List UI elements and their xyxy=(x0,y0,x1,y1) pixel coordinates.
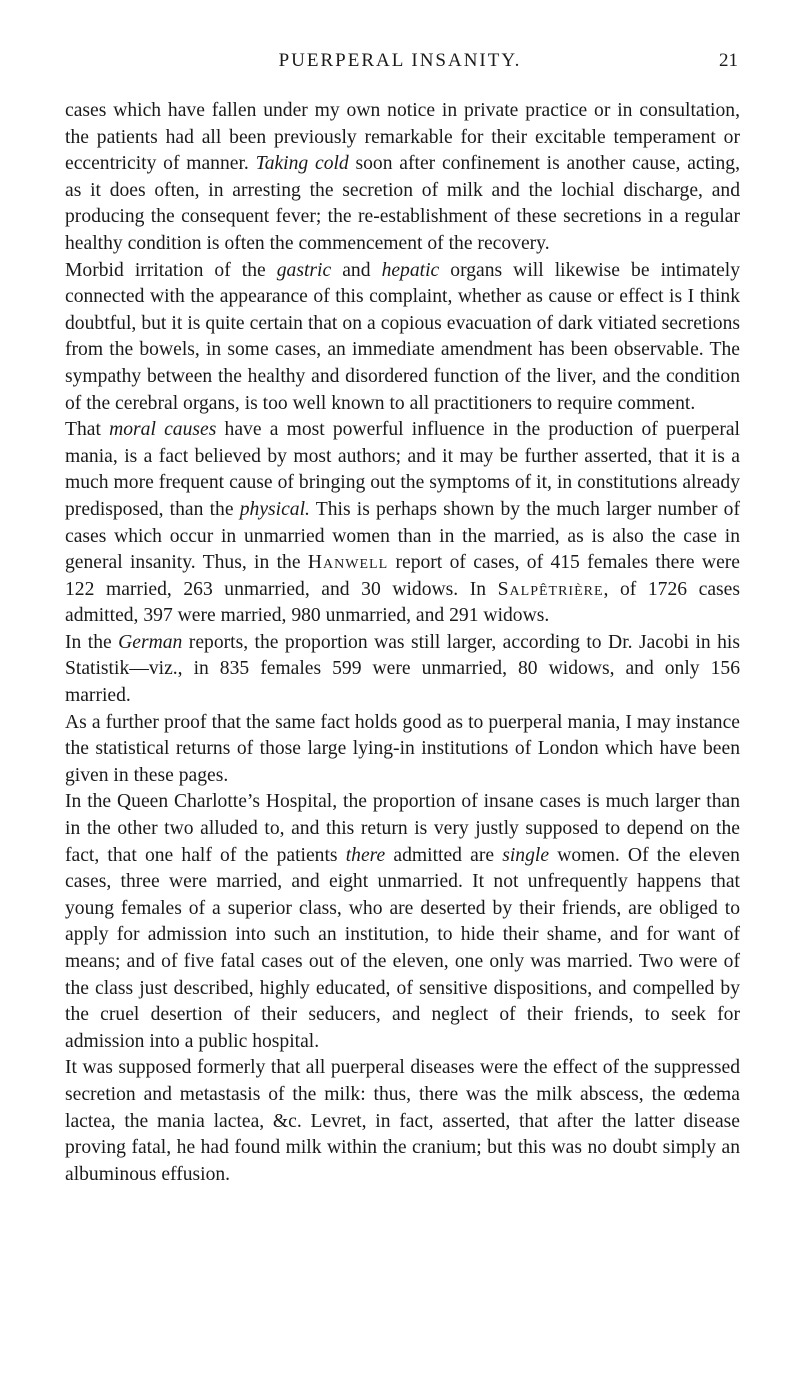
paragraph-5 xyxy=(65,710,740,790)
italic-run: moral causes xyxy=(109,419,217,441)
page-number: 21 xyxy=(719,50,738,71)
italic-run: there xyxy=(345,844,386,866)
text-run: Morbid irritation of the xyxy=(65,259,277,281)
paragraph-4 xyxy=(65,630,740,710)
text-run: cases which have fallen under my own notice in private practice or in consultation, the patients had all been previously remarkable for their excitable temperament or eccentricity of manner. xyxy=(65,100,740,175)
paragraph-7 xyxy=(65,1055,740,1188)
text-run: In the Queen Charlotte’s Hospital, the proportion of insane cases is much larger than in the other two alluded to, and this return is very justly supposed to depend on the fact, that one half of the patients xyxy=(65,791,740,866)
italic-run: hepatic xyxy=(381,259,440,281)
italic-run: German xyxy=(118,631,183,653)
smallcaps-run: Salpêtrière xyxy=(497,578,604,600)
text-run: have a most powerful influence in the production of puerperal mania, is a fact believed by most authors; and it may be further asserted, that it is a much more frequent cause of bringing out the symptoms of it, in constitutions already predisposed, than the xyxy=(65,419,740,520)
text-run: It was supposed formerly that all puerperal diseases were the effect of the suppressed secretion and metastasis of the milk: thus, there was the milk abscess, the œdema lactea, the mania lactea, &c. Levret, in fact, asserted, that after the latter disease proving fatal, he had found milk within the cranium; but this was no doubt simply an albuminous effusion. xyxy=(65,1057,740,1185)
text-run: As a further proof that the same fact holds good as to puerperal mania, I may instance the statistical returns of those large lying-in institutions of London which have been given in these pages. xyxy=(65,711,740,786)
body-text xyxy=(65,98,740,1188)
text-run: and xyxy=(331,259,382,281)
italic-run: Taking cold xyxy=(255,153,349,175)
text-run: This is perhaps shown by the much larger number of cases which occur in unmarried women than in the married, as is also the case in general insanity. Thus, in the xyxy=(65,498,740,574)
paragraph-3 xyxy=(65,417,740,630)
italic-run: single xyxy=(502,844,550,866)
italic-run: physical. xyxy=(239,498,310,520)
paragraph-6 xyxy=(65,789,740,1055)
text-run: , of 1726 cases admitted, 397 were married, 980 unmarried, and 291 widows. xyxy=(65,578,740,627)
text-run: soon after confinement is another cause, acting, as it does often, in arresting the secretion of milk and the lochial discharge, and producing the consequent fever; the re-establishment of these secretions in a regular healthy condition is often the commencement of the recovery. xyxy=(65,153,740,254)
text-run: In the xyxy=(65,631,119,653)
running-title: PUERPERAL INSANITY. xyxy=(278,50,522,71)
italic-run: gastric xyxy=(276,259,332,281)
text-run: admitted are xyxy=(385,844,503,866)
text-run: women. Of the eleven cases, three were married, and eight unmarried. It not unfrequently happens that young females of a superior class, who are deserted by their friends, are obliged to apply for admission into such an institution, to hide their shame, and for want of means; and of five fatal cases out of the eleven, one only was married. Two were of the class just described, highly educated, of sensitive dispositions, and compelled by the cruel desertion of their seducers, and neglect of their friends, to seek for admission into a public hospital. xyxy=(65,844,740,1052)
text-run: reports, the proportion was still larger, according to Dr. Jacobi in his Statistik—viz., in 835 females 599 were unmarried, 80 widows, and only 156 married. xyxy=(65,631,741,707)
text-run: report of cases, of 415 females there were 122 married, 263 unmarried, and 30 widows. In xyxy=(65,552,740,600)
text-run: organs will likewise be intimately connected with the appearance of this complaint, whether as cause or effect is I think doubtful, but it is quite certain that on a copious evacuation of dark vitiated secretions from the bowels, in some cases, an immediate amendment has been observable. The sympathy between the healthy and disordered function of the liver, and the condition of the cerebral organs, is too well known to all practitioners to require comment. xyxy=(65,259,741,414)
text-run: That xyxy=(65,419,110,441)
paragraph-2 xyxy=(65,258,740,418)
smallcaps-run: Hanwell xyxy=(307,552,389,574)
paragraph-1 xyxy=(65,98,740,258)
